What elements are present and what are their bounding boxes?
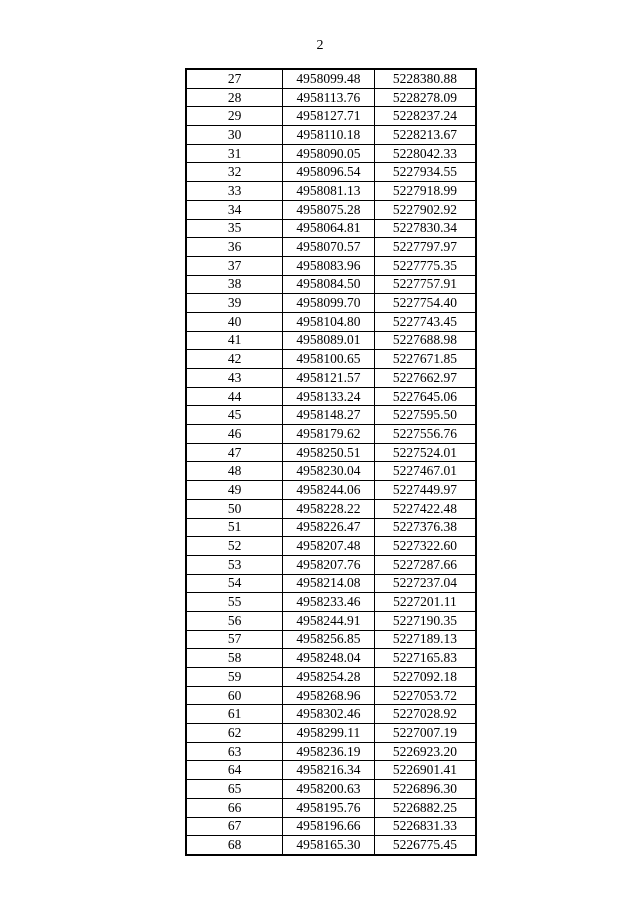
y-coordinate-cell: 5227797.97 — [374, 238, 476, 257]
y-coordinate-cell: 5227645.06 — [374, 387, 476, 406]
table-row — [186, 555, 476, 574]
x-coordinate-cell: 4958113.76 — [283, 88, 375, 107]
x-coordinate-cell: 4958226.47 — [283, 518, 375, 537]
x-coordinate-cell: 4958133.24 — [283, 387, 375, 406]
x-coordinate-cell: 4958254.28 — [283, 668, 375, 687]
point-number-cell: 51 — [186, 518, 283, 537]
table-row — [186, 107, 476, 126]
x-coordinate-cell: 4958268.96 — [283, 686, 375, 705]
table-row — [186, 425, 476, 444]
point-number-cell: 30 — [186, 126, 283, 145]
table-row — [186, 780, 476, 799]
table-row — [186, 256, 476, 275]
table-row — [186, 686, 476, 705]
point-number-cell: 46 — [186, 425, 283, 444]
y-coordinate-cell: 5227757.91 — [374, 275, 476, 294]
x-coordinate-cell: 4958299.11 — [283, 724, 375, 743]
x-coordinate-cell: 4958165.30 — [283, 836, 375, 855]
table-row — [186, 163, 476, 182]
table-row — [186, 200, 476, 219]
y-coordinate-cell: 5227092.18 — [374, 668, 476, 687]
x-coordinate-cell: 4958195.76 — [283, 798, 375, 817]
x-coordinate-cell: 4958302.46 — [283, 705, 375, 724]
point-number-cell: 55 — [186, 593, 283, 612]
table-row — [186, 331, 476, 350]
point-number-cell: 50 — [186, 499, 283, 518]
x-coordinate-cell: 4958089.01 — [283, 331, 375, 350]
x-coordinate-cell: 4958096.54 — [283, 163, 375, 182]
x-coordinate-cell: 4958207.48 — [283, 537, 375, 556]
x-coordinate-cell: 4958214.08 — [283, 574, 375, 593]
y-coordinate-cell: 5226923.20 — [374, 742, 476, 761]
table-row — [186, 481, 476, 500]
y-coordinate-cell: 5227422.48 — [374, 499, 476, 518]
table-row — [186, 387, 476, 406]
y-coordinate-cell: 5227902.92 — [374, 200, 476, 219]
y-coordinate-cell: 5227007.19 — [374, 724, 476, 743]
coordinates-table — [185, 68, 477, 856]
x-coordinate-cell: 4958236.19 — [283, 742, 375, 761]
point-number-cell: 68 — [186, 836, 283, 855]
coordinates-table-body — [186, 69, 476, 855]
table-row — [186, 611, 476, 630]
y-coordinate-cell: 5227662.97 — [374, 369, 476, 388]
table-row — [186, 574, 476, 593]
x-coordinate-cell: 4958216.34 — [283, 761, 375, 780]
table-row — [186, 518, 476, 537]
x-coordinate-cell: 4958099.70 — [283, 294, 375, 313]
x-coordinate-cell: 4958064.81 — [283, 219, 375, 238]
table-row — [186, 406, 476, 425]
y-coordinate-cell: 5227189.13 — [374, 630, 476, 649]
y-coordinate-cell: 5227449.97 — [374, 481, 476, 500]
table-row — [186, 350, 476, 369]
point-number-cell: 38 — [186, 275, 283, 294]
table-row — [186, 499, 476, 518]
page-number: 2 — [316, 38, 324, 53]
point-number-cell: 52 — [186, 537, 283, 556]
point-number-cell: 44 — [186, 387, 283, 406]
x-coordinate-cell: 4958081.13 — [283, 182, 375, 201]
table-row — [186, 817, 476, 836]
x-coordinate-cell: 4958256.85 — [283, 630, 375, 649]
table-row — [186, 69, 476, 88]
y-coordinate-cell: 5227237.04 — [374, 574, 476, 593]
x-coordinate-cell: 4958127.71 — [283, 107, 375, 126]
y-coordinate-cell: 5227743.45 — [374, 312, 476, 331]
table-row — [186, 724, 476, 743]
y-coordinate-cell: 5227934.55 — [374, 163, 476, 182]
table-row — [186, 705, 476, 724]
point-number-cell: 34 — [186, 200, 283, 219]
point-number-cell: 35 — [186, 219, 283, 238]
y-coordinate-cell: 5228237.24 — [374, 107, 476, 126]
x-coordinate-cell: 4958230.04 — [283, 462, 375, 481]
y-coordinate-cell: 5227775.35 — [374, 256, 476, 275]
y-coordinate-cell: 5226775.45 — [374, 836, 476, 855]
x-coordinate-cell: 4958075.28 — [283, 200, 375, 219]
x-coordinate-cell: 4958207.76 — [283, 555, 375, 574]
table-row — [186, 742, 476, 761]
point-number-cell: 28 — [186, 88, 283, 107]
table-row — [186, 593, 476, 612]
y-coordinate-cell: 5227688.98 — [374, 331, 476, 350]
point-number-cell: 32 — [186, 163, 283, 182]
point-number-cell: 61 — [186, 705, 283, 724]
y-coordinate-cell: 5227201.11 — [374, 593, 476, 612]
point-number-cell: 41 — [186, 331, 283, 350]
x-coordinate-cell: 4958196.66 — [283, 817, 375, 836]
point-number-cell: 60 — [186, 686, 283, 705]
table-row — [186, 275, 476, 294]
table-row — [186, 88, 476, 107]
table-row — [186, 761, 476, 780]
point-number-cell: 40 — [186, 312, 283, 331]
x-coordinate-cell: 4958110.18 — [283, 126, 375, 145]
table-row — [186, 668, 476, 687]
y-coordinate-cell: 5226901.41 — [374, 761, 476, 780]
table-row — [186, 630, 476, 649]
table-row — [186, 649, 476, 668]
point-number-cell: 64 — [186, 761, 283, 780]
x-coordinate-cell: 4958121.57 — [283, 369, 375, 388]
y-coordinate-cell: 5226831.33 — [374, 817, 476, 836]
y-coordinate-cell: 5227595.50 — [374, 406, 476, 425]
y-coordinate-cell: 5228278.09 — [374, 88, 476, 107]
x-coordinate-cell: 4958084.50 — [283, 275, 375, 294]
point-number-cell: 53 — [186, 555, 283, 574]
x-coordinate-cell: 4958248.04 — [283, 649, 375, 668]
x-coordinate-cell: 4958200.63 — [283, 780, 375, 799]
x-coordinate-cell: 4958100.65 — [283, 350, 375, 369]
point-number-cell: 36 — [186, 238, 283, 257]
point-number-cell: 37 — [186, 256, 283, 275]
table-row — [186, 537, 476, 556]
x-coordinate-cell: 4958083.96 — [283, 256, 375, 275]
table-row — [186, 462, 476, 481]
point-number-cell: 39 — [186, 294, 283, 313]
point-number-cell: 58 — [186, 649, 283, 668]
x-coordinate-cell: 4958070.57 — [283, 238, 375, 257]
x-coordinate-cell: 4958099.48 — [283, 69, 375, 88]
point-number-cell: 47 — [186, 443, 283, 462]
point-number-cell: 63 — [186, 742, 283, 761]
y-coordinate-cell: 5226896.30 — [374, 780, 476, 799]
y-coordinate-cell: 5227287.66 — [374, 555, 476, 574]
table-row — [186, 182, 476, 201]
y-coordinate-cell: 5227918.99 — [374, 182, 476, 201]
y-coordinate-cell: 5226882.25 — [374, 798, 476, 817]
x-coordinate-cell: 4958148.27 — [283, 406, 375, 425]
x-coordinate-cell: 4958244.91 — [283, 611, 375, 630]
point-number-cell: 49 — [186, 481, 283, 500]
point-number-cell: 56 — [186, 611, 283, 630]
table-row — [186, 238, 476, 257]
x-coordinate-cell: 4958233.46 — [283, 593, 375, 612]
y-coordinate-cell: 5227053.72 — [374, 686, 476, 705]
point-number-cell: 31 — [186, 144, 283, 163]
point-number-cell: 67 — [186, 817, 283, 836]
x-coordinate-cell: 4958179.62 — [283, 425, 375, 444]
point-number-cell: 42 — [186, 350, 283, 369]
y-coordinate-cell: 5227165.83 — [374, 649, 476, 668]
point-number-cell: 45 — [186, 406, 283, 425]
y-coordinate-cell: 5227467.01 — [374, 462, 476, 481]
point-number-cell: 29 — [186, 107, 283, 126]
y-coordinate-cell: 5227028.92 — [374, 705, 476, 724]
table-row — [186, 798, 476, 817]
y-coordinate-cell: 5228380.88 — [374, 69, 476, 88]
table-row — [186, 144, 476, 163]
table-row — [186, 443, 476, 462]
table-row — [186, 126, 476, 145]
x-coordinate-cell: 4958104.80 — [283, 312, 375, 331]
table-row — [186, 294, 476, 313]
point-number-cell: 33 — [186, 182, 283, 201]
table-row — [186, 219, 476, 238]
point-number-cell: 65 — [186, 780, 283, 799]
y-coordinate-cell: 5228213.67 — [374, 126, 476, 145]
table-row — [186, 836, 476, 855]
y-coordinate-cell: 5227671.85 — [374, 350, 476, 369]
table-row — [186, 369, 476, 388]
point-number-cell: 27 — [186, 69, 283, 88]
y-coordinate-cell: 5227754.40 — [374, 294, 476, 313]
y-coordinate-cell: 5227830.34 — [374, 219, 476, 238]
y-coordinate-cell: 5227322.60 — [374, 537, 476, 556]
y-coordinate-cell: 5227190.35 — [374, 611, 476, 630]
point-number-cell: 54 — [186, 574, 283, 593]
x-coordinate-cell: 4958090.05 — [283, 144, 375, 163]
y-coordinate-cell: 5227524.01 — [374, 443, 476, 462]
point-number-cell: 66 — [186, 798, 283, 817]
y-coordinate-cell: 5227376.38 — [374, 518, 476, 537]
x-coordinate-cell: 4958228.22 — [283, 499, 375, 518]
point-number-cell: 62 — [186, 724, 283, 743]
point-number-cell: 57 — [186, 630, 283, 649]
y-coordinate-cell: 5227556.76 — [374, 425, 476, 444]
y-coordinate-cell: 5228042.33 — [374, 144, 476, 163]
point-number-cell: 48 — [186, 462, 283, 481]
table-row — [186, 312, 476, 331]
point-number-cell: 43 — [186, 369, 283, 388]
point-number-cell: 59 — [186, 668, 283, 687]
x-coordinate-cell: 4958250.51 — [283, 443, 375, 462]
x-coordinate-cell: 4958244.06 — [283, 481, 375, 500]
